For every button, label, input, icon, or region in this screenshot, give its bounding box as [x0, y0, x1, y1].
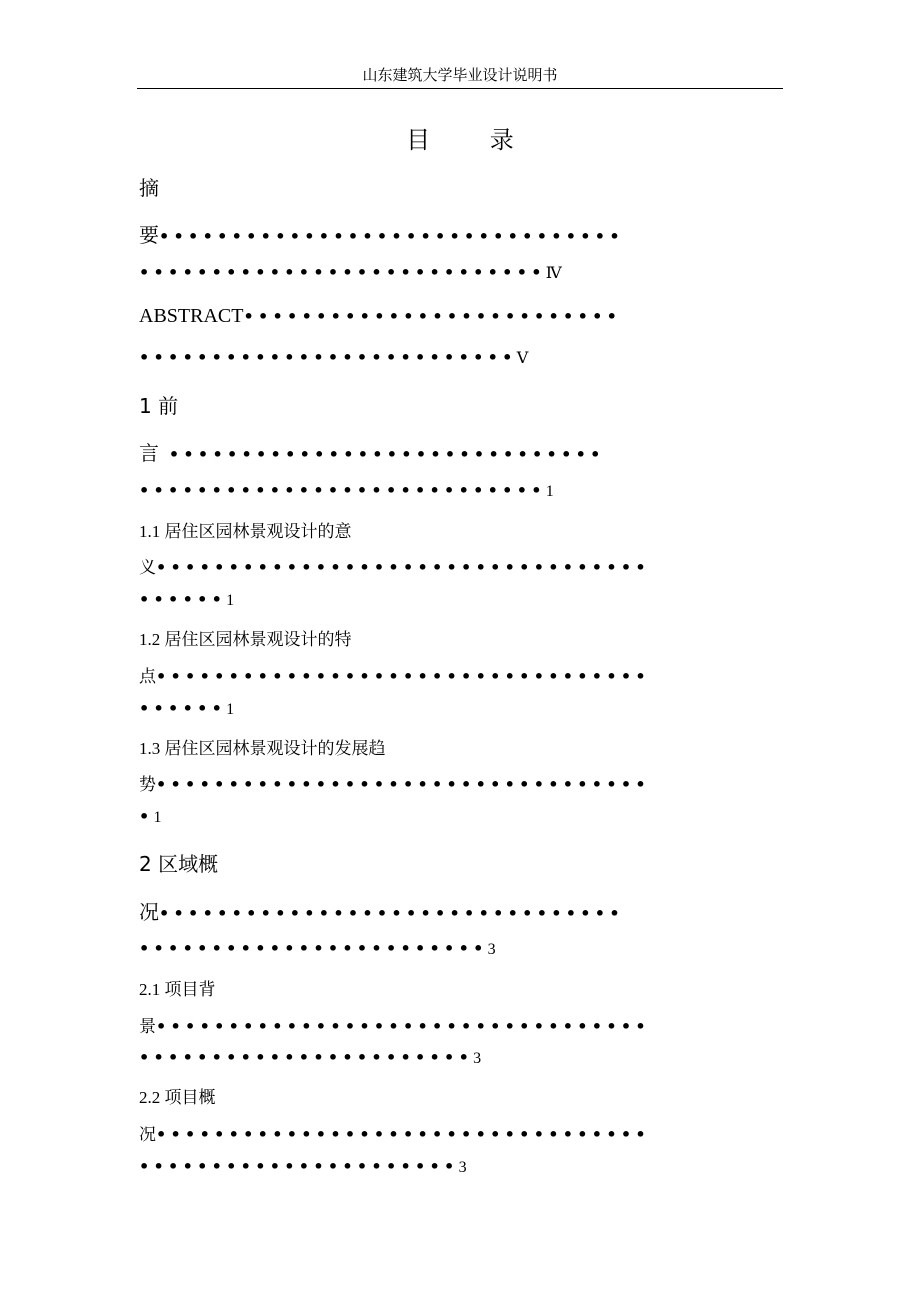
page-number: 3	[458, 1159, 467, 1176]
page-number: 1	[226, 701, 235, 718]
toc-ch1-line[interactable]	[139, 437, 605, 466]
toc-s1-1-label-b: 义	[139, 558, 156, 577]
page-title: 目 录	[406, 126, 540, 154]
toc-abstract-en-page-line	[139, 348, 528, 368]
toc-abstract-en-label: ABSTRACT	[139, 305, 244, 327]
toc-s2-1-label-b: 景	[139, 1017, 156, 1036]
leader-dots: ••••••••••••••••••••••	[139, 1157, 459, 1176]
leader-dots: ••••••••••••••••••••••••••	[139, 348, 517, 367]
leader-dots: •	[139, 807, 154, 826]
page-number: 3	[487, 941, 496, 958]
toc-ch2-label-a[interactable]: 2 区域概	[139, 852, 219, 876]
leader-dots: ••••••••••••••••••••••••••••	[139, 263, 546, 282]
toc-abstract-en-line[interactable]	[139, 305, 621, 328]
page-number: 3	[473, 1050, 482, 1067]
toc-ch2-label-b: 况	[139, 900, 159, 924]
leader-dots: ••••••••••••••••••••••••••••••••	[159, 904, 624, 923]
toc-ch1-label-a[interactable]: 1 前	[139, 394, 179, 418]
toc-s2-1-label[interactable]: 2.1 项目背	[139, 980, 216, 999]
leader-dots: ••••••••••••••••••••••••••••••	[159, 445, 605, 464]
toc-s2-2-line[interactable]	[139, 1120, 650, 1145]
toc-abstract-cn-label-b: 要	[139, 223, 159, 247]
leader-dots: ••••••	[139, 590, 227, 609]
toc-ch2-line[interactable]	[139, 896, 624, 925]
page-number: 1	[545, 483, 554, 500]
page-number: 1	[153, 809, 162, 826]
toc-s1-1-page-line	[139, 590, 234, 610]
toc-ch2-page-line	[139, 939, 496, 959]
toc-s1-2-line[interactable]	[139, 662, 650, 687]
toc-s1-1-line[interactable]	[139, 553, 650, 578]
toc-ch1-page-line	[139, 481, 554, 501]
toc-s2-2-label-b: 况	[139, 1125, 156, 1144]
leader-dots: ••••••	[139, 699, 227, 718]
leader-dots: ••••••••••••••••••••••••••••••••••	[156, 1125, 650, 1144]
toc-s2-2-label[interactable]: 2.2 项目概	[139, 1088, 216, 1107]
toc-s1-3-page-line	[139, 807, 162, 827]
leader-dots: ••••••••••••••••••••••••••••••••••	[156, 558, 650, 577]
page-number: 1	[226, 592, 235, 609]
toc-s1-3-line[interactable]	[139, 770, 650, 795]
toc-abstract-cn-page-line	[139, 263, 562, 283]
leader-dots: ••••••••••••••••••••••••••••••••••	[156, 775, 650, 794]
leader-dots: •••••••••••••••••••••••	[139, 1048, 474, 1067]
leader-dots: ••••••••••••••••••••••••	[139, 939, 488, 958]
toc-s1-3-label-b: 势	[139, 775, 156, 794]
leader-dots: ••••••••••••••••••••••••••	[243, 307, 622, 326]
leader-dots: ••••••••••••••••••••••••••••••••••	[156, 1017, 650, 1036]
toc-s1-2-label[interactable]: 1.2 居住区园林景观设计的特	[139, 630, 352, 649]
leader-dots: ••••••••••••••••••••••••••••••••••	[156, 667, 650, 686]
toc-abstract-cn-line[interactable]	[139, 219, 624, 248]
page-number: Ⅴ	[516, 350, 529, 367]
toc-s1-1-label[interactable]: 1.1 居住区园林景观设计的意	[139, 522, 352, 541]
toc-s2-1-line[interactable]	[139, 1012, 650, 1037]
leader-dots: ••••••••••••••••••••••••••••	[139, 481, 546, 500]
toc-ch1-label-b: 言	[139, 441, 159, 465]
toc-s2-2-page-line	[139, 1157, 467, 1177]
toc-s1-3-label[interactable]: 1.3 居住区园林景观设计的发展趋	[139, 739, 386, 758]
toc-abstract-cn-label-a[interactable]: 摘	[139, 176, 159, 200]
toc-s1-2-label-b: 点	[139, 667, 156, 686]
toc-s2-1-page-line	[139, 1048, 481, 1068]
toc-s1-2-page-line	[139, 699, 234, 719]
leader-dots: ••••••••••••••••••••••••••••••••	[159, 227, 624, 246]
page-number: Ⅳ	[545, 265, 562, 282]
running-header: 山东建筑大学毕业设计说明书	[137, 64, 783, 89]
